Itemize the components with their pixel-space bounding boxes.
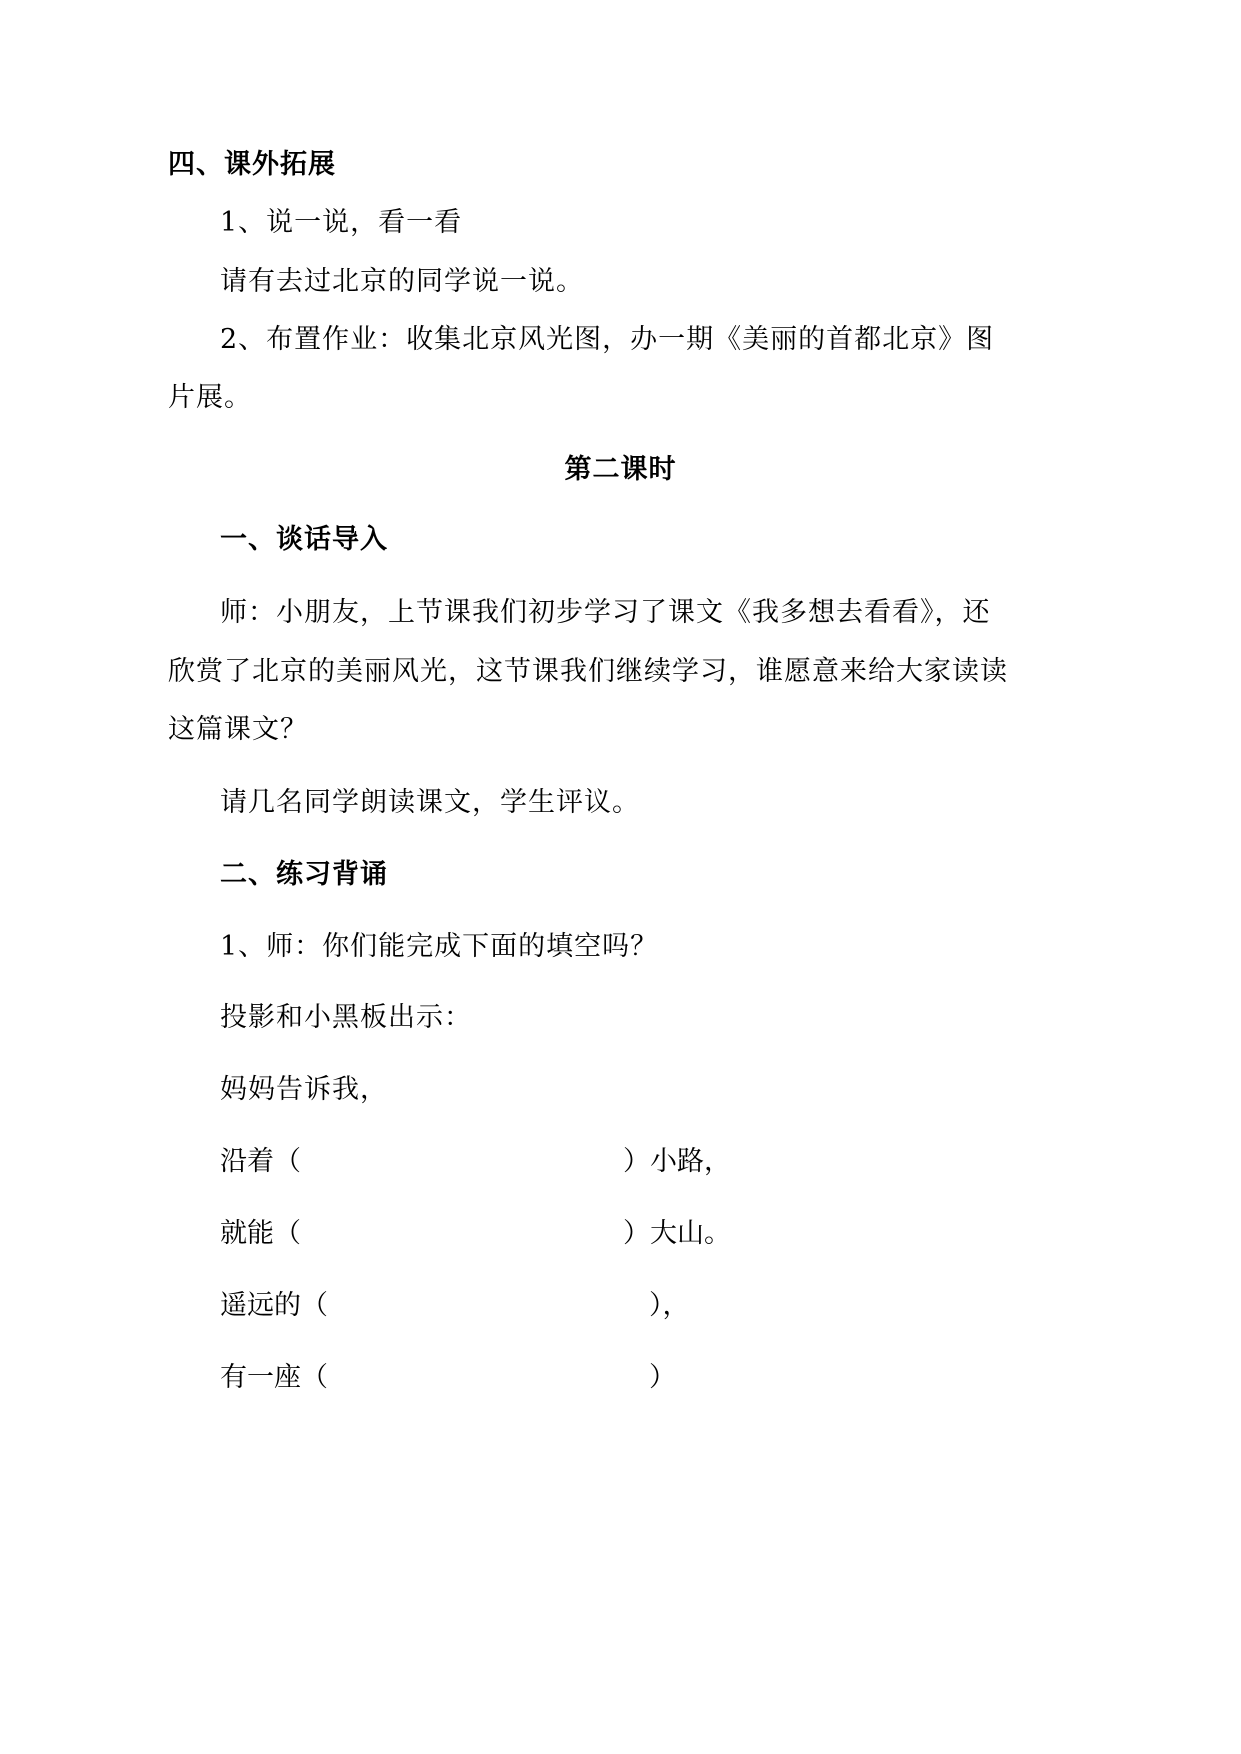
fill-blank-suffix: ）， [649,1290,690,1321]
paragraph-mother-told-me: 妈妈告诉我， [220,1074,388,1105]
paragraph-display-prompt: 投影和小黑板出示： [220,1002,472,1033]
fill-blank-prefix: 有一座（ [220,1362,328,1393]
fill-blank-suffix: ）大山。 [623,1218,731,1249]
fill-blank-prefix: 沿着（ [220,1146,301,1177]
list-item-say-and-see: 1、说一说，看一看 [220,207,463,238]
list-item-homework-line2: 片展。 [168,382,252,413]
paragraph-share-beijing: 请有去过北京的同学说一说。 [220,266,584,297]
fill-blank-row [220,1142,820,1182]
fill-blank-prefix: 就能（ [220,1218,301,1249]
paragraph-teacher-line1: 师：小朋友，上节课我们初步学习了课文《我多想去看看》，还 [220,597,991,628]
fill-blank-row [220,1214,820,1254]
lesson-title: 第二课时 [564,454,677,485]
section-heading-recitation: 二、练习背诵 [220,859,388,890]
fill-blank-row [220,1358,820,1398]
paragraph-teacher-line3: 这篇课文？ [168,714,308,745]
fill-blank-suffix: ） [649,1362,676,1393]
paragraph-teacher-line2: 欣赏了北京的美丽风光，这节课我们继续学习，谁愿意来给大家读读 [168,656,1008,687]
paragraph-reading-activity: 请几名同学朗读课文，学生评议。 [220,787,640,818]
fill-blank-suffix: ）小路， [623,1146,731,1177]
section-heading-intro-talk: 一、谈话导入 [220,524,388,555]
fill-blank-row [220,1286,820,1326]
section-heading-extension: 四、课外拓展 [168,149,336,180]
fill-blank-prefix: 遥远的（ [220,1290,328,1321]
list-item-homework-line1: 2、布置作业：收集北京风光图，办一期《美丽的首都北京》图 [220,324,995,355]
list-item-fill-question: 1、师：你们能完成下面的填空吗？ [220,931,659,962]
